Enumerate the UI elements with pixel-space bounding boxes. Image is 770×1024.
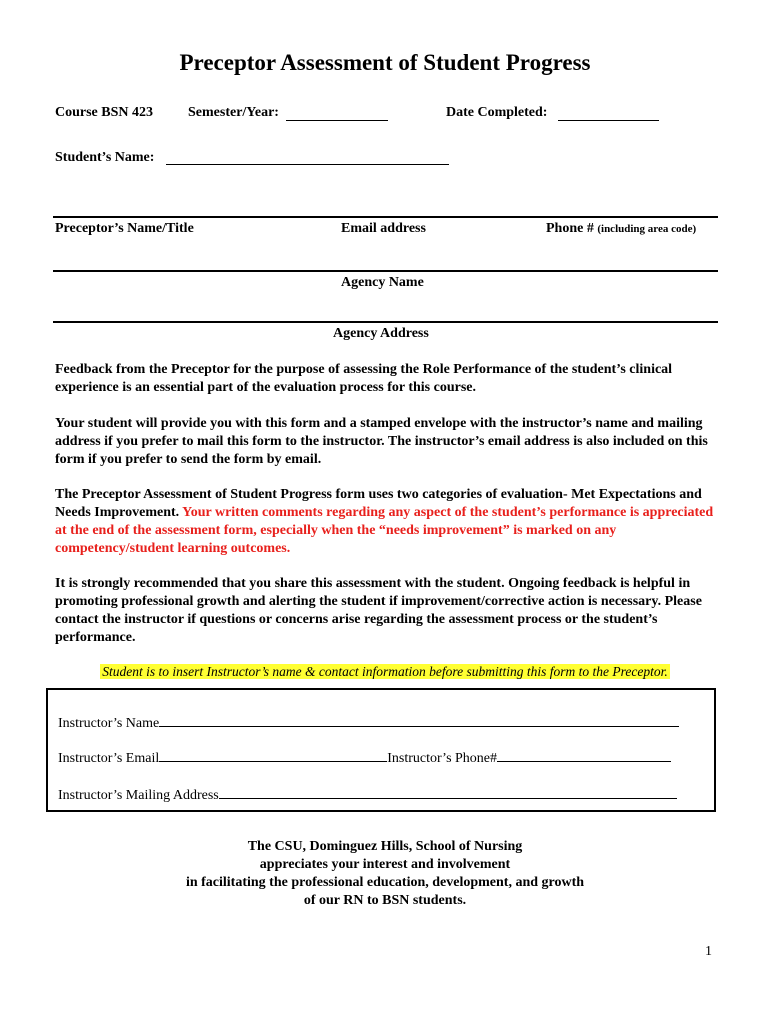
student-notice: Student is to insert Instructor’s name & contact information before submitting this form to the Preceptor. [102, 664, 668, 679]
instructor-address-field[interactable] [219, 786, 677, 799]
agency-name-label: Agency Name [341, 275, 424, 290]
paragraph-categories-text: The Preceptor Assessment of Student Progress form uses two categories of evaluation- Met Expectations and Needs Improvement. [55, 487, 702, 520]
agency-address-label: Agency Address [333, 326, 429, 341]
notice-wrapper [0, 663, 770, 681]
page-number: 1 [705, 944, 712, 959]
closing-statement [0, 838, 770, 910]
paragraph-feedback: Feedback from the Preceptor for the purpose of assessing the Role Performance of the student’s clinical experience is an essential part of the evaluation process for this course. [55, 362, 673, 395]
paragraph-categories [55, 486, 725, 558]
instructor-email-field[interactable] [159, 749, 387, 762]
instructor-info-box [46, 688, 716, 812]
date-completed-field[interactable] [558, 106, 659, 121]
student-name-label: Student’s Name: [55, 150, 155, 165]
paragraph-comments-red: Your written comments regarding any aspect of the student’s performance is appreciated at the end of the assessment form, especially when the “needs improvement” is marked on any competency/student learning outcomes. [55, 505, 714, 556]
student-name-field[interactable] [166, 150, 449, 165]
paragraph-share-assessment: It is strongly recommended that you share this assessment with the student. Ongoing feedback is helpful in promoting professional growth and alerting the student if improvement/corrective action is necessary. Please contact the instructor if questions or concerns arise regarding the assessment process or the student’s performance. [55, 576, 702, 645]
semester-field[interactable] [286, 106, 388, 121]
email-address-label: Email address [341, 221, 426, 236]
page-title: Preceptor Assessment of Student Progress [179, 50, 591, 75]
instructor-email-row [58, 749, 671, 767]
closing-line-4: of our RN to BSN students. [303, 893, 467, 908]
closing-line-1: The CSU, Dominguez Hills, School of Nursing [247, 839, 523, 854]
preceptor-info-line[interactable] [53, 216, 718, 218]
semester-label: Semester/Year: [188, 105, 279, 120]
closing-line-3: in facilitating the professional education, development, and growth [185, 875, 585, 890]
instructor-address-row [58, 786, 677, 804]
phone-label-note: (including area code) [597, 223, 697, 235]
instructor-phone-field[interactable] [497, 749, 671, 762]
instructor-name-row [58, 714, 679, 732]
instructor-phone-label: Instructor’s Phone# [387, 751, 498, 766]
preceptor-name-title-label: Preceptor’s Name/Title [55, 221, 194, 236]
instructor-name-label: Instructor’s Name [58, 716, 160, 731]
instructor-email-label: Instructor’s Email [58, 751, 160, 766]
agency-name-line[interactable] [53, 270, 718, 272]
course-label: Course BSN 423 [55, 105, 154, 120]
paragraph-student-provides: Your student will provide you with this form and a stamped envelope with the instructor’s name and mailing address if you prefer to mail this form to the instructor. The instructor’s email address is also included on this form if you prefer to send the form by email. [55, 416, 708, 467]
date-completed-label: Date Completed: [446, 105, 548, 120]
closing-line-2: appreciates your interest and involvement [259, 857, 511, 872]
agency-address-line[interactable] [53, 321, 718, 323]
phone-label [546, 221, 696, 237]
instructor-name-field[interactable] [159, 714, 679, 727]
instructor-address-label: Instructor’s Mailing Address [58, 788, 219, 803]
phone-label-text: Phone # [546, 221, 594, 236]
